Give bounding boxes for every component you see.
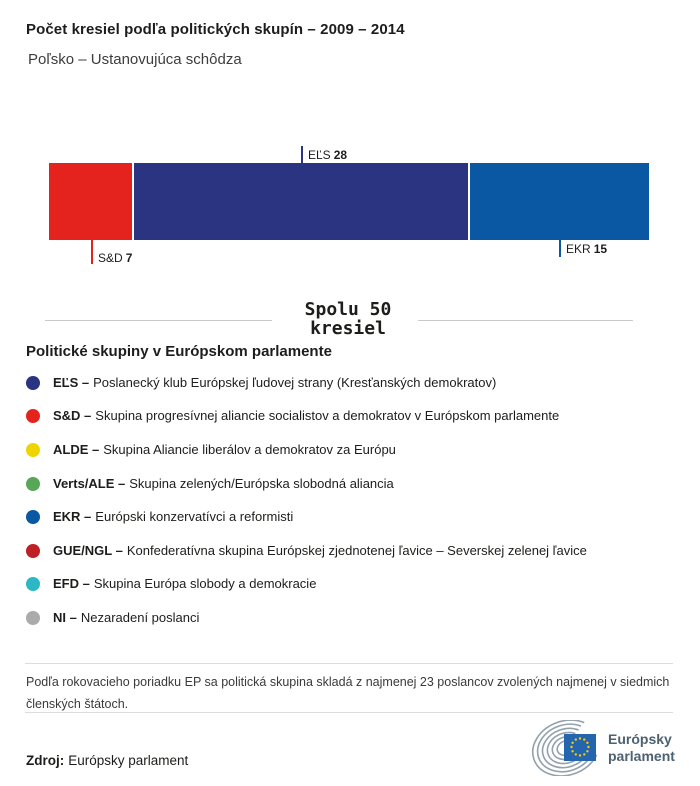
separator-top [25, 663, 673, 664]
legend-abbr: GUE/NGL – [53, 542, 123, 558]
legend-item-gue-ngl [26, 534, 686, 568]
legend-dot [26, 510, 40, 524]
legend-abbr: S&D – [53, 408, 92, 424]
source-value: Európsky parlament [68, 753, 189, 768]
total-seats-label [280, 300, 416, 338]
legend-item-els [26, 366, 686, 400]
ep-logo [528, 720, 675, 776]
legend-abbr: EKR – [53, 509, 92, 525]
callout-tick [301, 146, 303, 163]
ep-logo-text [608, 731, 675, 765]
source-label: Zdroj: [26, 753, 65, 768]
bar-segment-els [134, 163, 468, 240]
divider-line-right [418, 320, 633, 321]
legend-dot [26, 477, 40, 491]
legend-item-verts-ale [26, 467, 686, 501]
legend-desc: Poslanecký klub Európskej ľudovej strany (Kresťanských demokratov) [93, 374, 497, 390]
page-subtitle: Poľsko – Ustanovujúca schôdza [28, 51, 242, 68]
callout-label [566, 242, 607, 256]
legend-desc: Skupina progresívnej aliancie socialistov a demokratov v Európskom parlamente [95, 408, 560, 424]
callout-ekr [559, 240, 607, 257]
legend-item-alde [26, 433, 686, 467]
legend-desc: Skupina Európa slobody a demokracie [93, 576, 317, 592]
callout-els [301, 146, 347, 163]
divider-line-left [45, 320, 272, 321]
legend-dot [26, 409, 40, 423]
legend-heading: Politické skupiny v Európskom parlamente [26, 343, 332, 360]
legend-desc: Skupina zelených/Európska slobodná aliancia [129, 475, 394, 491]
legend-dot [26, 376, 40, 390]
legend-desc: Európski konzervatívci a reformisti [95, 509, 294, 525]
legend-item-efd [26, 568, 686, 602]
legend-item-ekr [26, 500, 686, 534]
total-seats-line2: kresiel [310, 318, 386, 339]
callout-tick [91, 240, 93, 264]
callout-sd [91, 240, 132, 264]
group-name: EKR [566, 241, 591, 256]
ep-logo-hemicycle-icon [528, 720, 604, 776]
group-name: S&D [98, 251, 123, 265]
legend-abbr: EFD – [53, 576, 90, 592]
legend-desc: Nezaradení poslanci [80, 609, 200, 625]
footnote-text: Podľa rokovacieho poriadku EP sa politická skupina skladá z najmenej 23 poslancov zvolených najmenej v siedmich členských štátoch. [26, 675, 670, 711]
group-seats: 15 [593, 241, 608, 256]
source-line [26, 753, 188, 768]
bar-segment-sd [49, 163, 132, 240]
legend-abbr: EĽS – [53, 374, 90, 390]
legend-abbr: ALDE – [53, 441, 100, 457]
eu-flag-icon [564, 734, 596, 761]
seats-stacked-bar-chart [49, 146, 649, 271]
legend [26, 366, 686, 635]
legend-abbr: NI – [53, 609, 77, 625]
callout-label [308, 148, 347, 162]
page-title: Počet kresiel podľa politických skupín – 2009 – 2014 [26, 21, 405, 38]
ep-logo-text-line1: Európsky [608, 731, 672, 747]
group-name: EĽS [308, 147, 331, 162]
legend-item-sd [26, 400, 686, 434]
legend-item-ni [26, 601, 686, 635]
legend-dot [26, 577, 40, 591]
ep-logo-text-line2: parlament [608, 748, 675, 764]
callout-label [98, 251, 132, 265]
bar-segment-ekr [470, 163, 649, 240]
seats-bar [49, 163, 649, 240]
legend-desc: Konfederatívna skupina Európskej zjednotenej ľavice – Severskej zelenej ľavice [126, 542, 587, 558]
separator-bottom [25, 712, 673, 713]
group-seats: 7 [125, 251, 133, 265]
callout-tick [559, 240, 561, 257]
group-seats: 28 [333, 147, 348, 162]
legend-dot [26, 443, 40, 457]
legend-dot [26, 544, 40, 558]
legend-dot [26, 611, 40, 625]
legend-desc: Skupina Aliancie liberálov a demokratov za Európu [103, 441, 396, 457]
legend-abbr: Verts/ALE – [53, 475, 126, 491]
total-seats-line1: Spolu 50 [304, 299, 392, 320]
